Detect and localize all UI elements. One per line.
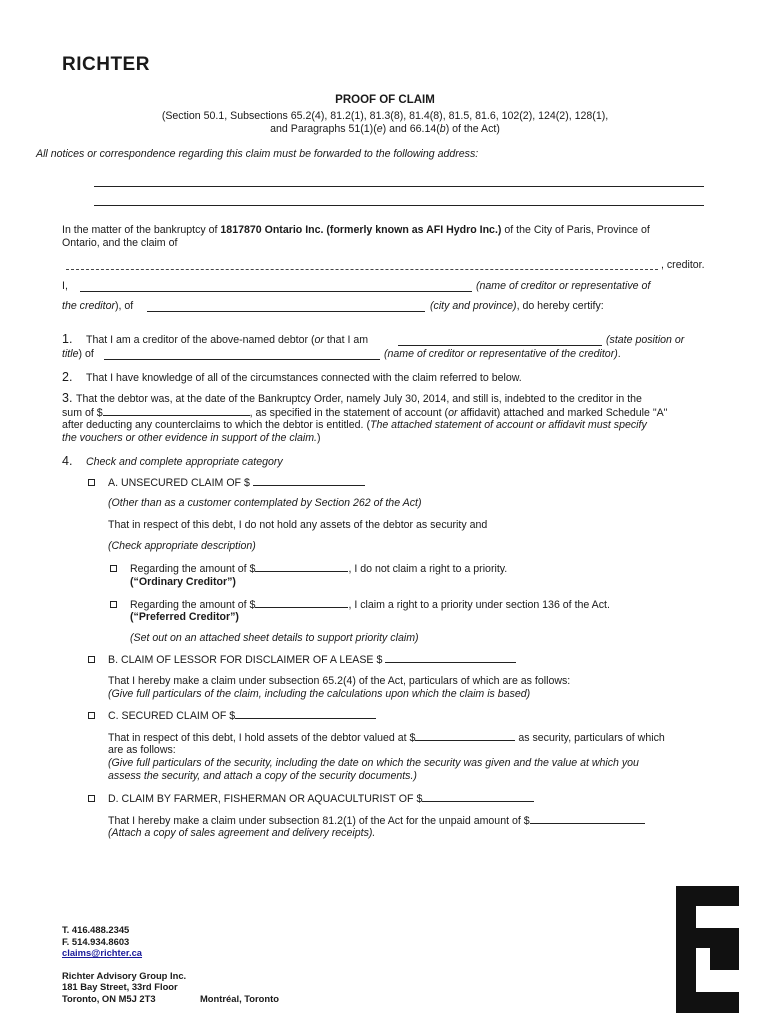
- checkbox-secured[interactable]: [88, 712, 95, 719]
- secured-amount-field[interactable]: [235, 709, 376, 719]
- matter-line-2: Ontario, and the claim of: [62, 237, 178, 249]
- footer-email-link[interactable]: claims@richter.ca: [62, 947, 143, 958]
- unsecured-amount-field[interactable]: [253, 476, 365, 486]
- creditor-of-line: the creditor), of: [62, 300, 134, 312]
- other-than-note: (Other than as a customer contemplated by Section 262 of the Act): [108, 497, 422, 509]
- farmer-text-line-2: (Attach a copy of sales agreement and delivery receipts).: [108, 827, 376, 839]
- footer-street: 181 Bay Street, 33rd Floor: [62, 981, 178, 992]
- unsecured-claim-label: A. UNSECURED CLAIM OF $: [108, 476, 365, 490]
- priority-claim-note: (Set out on an attached sheet details to support priority claim): [130, 632, 419, 644]
- item-1-hint: (name of creditor or representative of the creditor).: [384, 348, 621, 360]
- representative-name-field[interactable]: [80, 291, 472, 292]
- secured-text-line-1: That in respect of this debt, I hold assets of the debtor valued at $ as security, particulars of which: [108, 732, 665, 744]
- farmer-claim-label: D. CLAIM BY FARMER, FISHERMAN OR AQUACULTURIST OF $: [108, 792, 534, 806]
- subtitle-line-2: and Paragraphs 51(1)(e) and 66.14(b) of the Act): [270, 123, 500, 135]
- assets-value-field[interactable]: [415, 731, 515, 741]
- preferred-creditor-text: Regarding the amount of $ , I claim a right to a priority under section 136 of the Act.: [130, 599, 610, 611]
- checkbox-ordinary-creditor[interactable]: [110, 565, 117, 572]
- checkbox-farmer[interactable]: [88, 795, 95, 802]
- address-line-2[interactable]: [94, 205, 704, 206]
- item-2-text: That I have knowledge of all of the circumstances connected with the claim referred to below.: [86, 372, 522, 384]
- lessor-text-line-1: That I hereby make a claim under subsection 65.2(4) of the Act, particulars of which are as follows:: [108, 675, 571, 687]
- position-field[interactable]: [398, 345, 602, 346]
- unpaid-amount-field[interactable]: [530, 814, 645, 824]
- checkbox-lessor[interactable]: [88, 656, 95, 663]
- i-prefix: I,: [62, 280, 68, 292]
- item-3-line-3: after deducting any counterclaims to which the debtor is entitled. (The attached statement of account or affidavit must specify: [62, 419, 647, 431]
- footer-fax: F. 514.934.8603: [62, 935, 130, 947]
- state-position-hint: (state position or: [606, 334, 685, 346]
- lessor-text-line-2: (Give full particulars of the claim, including the calculations upon which the claim is based): [108, 688, 531, 700]
- footer-contact: [62, 924, 186, 1004]
- richter-logo: RICHTER: [62, 54, 150, 75]
- item-number-4: 4.: [62, 454, 73, 468]
- ordinary-creditor-label: (“Ordinary Creditor”): [130, 576, 236, 588]
- footer-offices: Montréal, Toronto: [200, 993, 279, 1004]
- ordinary-amount-field[interactable]: [255, 562, 348, 572]
- no-security-text: That in respect of this debt, I do not hold any assets of the debtor as security and: [108, 519, 488, 531]
- notice-text: All notices or correspondence regarding this claim must be forwarded to the following address:: [36, 148, 479, 160]
- secured-text-line-4: assess the security, and attach a copy of the security documents.): [108, 770, 417, 782]
- checkbox-unsecured[interactable]: [88, 479, 95, 486]
- footer-city: Toronto, ON M5J 2T3: [62, 992, 156, 1004]
- preferred-creditor-label: (“Preferred Creditor”): [130, 611, 239, 623]
- creditor-name-field[interactable]: [66, 269, 658, 270]
- item-number-2: 2.: [62, 370, 73, 384]
- city-province-field[interactable]: [147, 311, 425, 312]
- item-number-3: 3.: [62, 391, 73, 405]
- item-1-text: That I am a creditor of the above-named debtor (or that I am: [86, 334, 369, 346]
- item-4-text: Check and complete appropriate category: [86, 456, 283, 468]
- richter-brand-mark-icon: [676, 886, 739, 1013]
- secured-text-line-2: are as follows:: [108, 744, 176, 756]
- secured-text-line-3: (Give full particulars of the security, including the date on which the security was given and the value at which you: [108, 757, 639, 769]
- address-line-1[interactable]: [94, 186, 704, 187]
- item-1-line-2: title) of: [62, 348, 94, 360]
- farmer-text-line-1: That I hereby make a claim under subsection 81.2(1) of the Act for the unpaid amount of $: [108, 814, 645, 828]
- secured-claim-label: C. SECURED CLAIM OF $: [108, 709, 376, 723]
- creditor-representative-field[interactable]: [104, 359, 380, 360]
- item-3-line-1: That the debtor was, at the date of the Bankruptcy Order, namely July 30, 2014, and still is, indebted to the creditor in the: [76, 393, 642, 405]
- creditor-suffix: , creditor.: [661, 259, 705, 271]
- preferred-amount-field[interactable]: [255, 598, 348, 608]
- claim-sum-field[interactable]: [103, 406, 250, 416]
- farmer-amount-field[interactable]: [422, 792, 534, 802]
- matter-line-1: In the matter of the bankruptcy of 1817870 Ontario Inc. (formerly known as AFI Hydro Inc.) of the City of Paris, Province of: [62, 224, 650, 236]
- checkbox-preferred-creditor[interactable]: [110, 601, 117, 608]
- item-3-line-4: the vouchers or other evidence in support of the claim.): [62, 432, 321, 444]
- item-number-1: 1.: [62, 332, 73, 346]
- footer-phone: T. 416.488.2345: [62, 924, 130, 935]
- city-hint-line: (city and province), do hereby certify:: [430, 300, 604, 312]
- debtor-name: 1817870 Ontario Inc. (formerly known as AFI Hydro Inc.): [220, 224, 502, 236]
- page-title: PROOF OF CLAIM: [335, 94, 435, 106]
- subtitle-line-1: (Section 50.1, Subsections 65.2(4), 81.2(1), 81.3(8), 81.4(8), 81.5, 81.6, 102(2), 124(2), 128(1),: [161, 110, 609, 122]
- lessor-claim-label: B. CLAIM OF LESSOR FOR DISCLAIMER OF A LEASE $: [108, 653, 516, 667]
- check-description-note: (Check appropriate description): [108, 540, 256, 552]
- ordinary-creditor-text: Regarding the amount of $ , I do not claim a right to a priority.: [130, 563, 508, 575]
- footer-company: Richter Advisory Group Inc.: [62, 969, 187, 981]
- lessor-amount-field[interactable]: [385, 653, 516, 663]
- name-hint: (name of creditor or representative of: [476, 280, 651, 292]
- item-3-line-2: sum of $ , as specified in the statement of account (or affidavit) attached and marked Schedule "A": [62, 407, 668, 419]
